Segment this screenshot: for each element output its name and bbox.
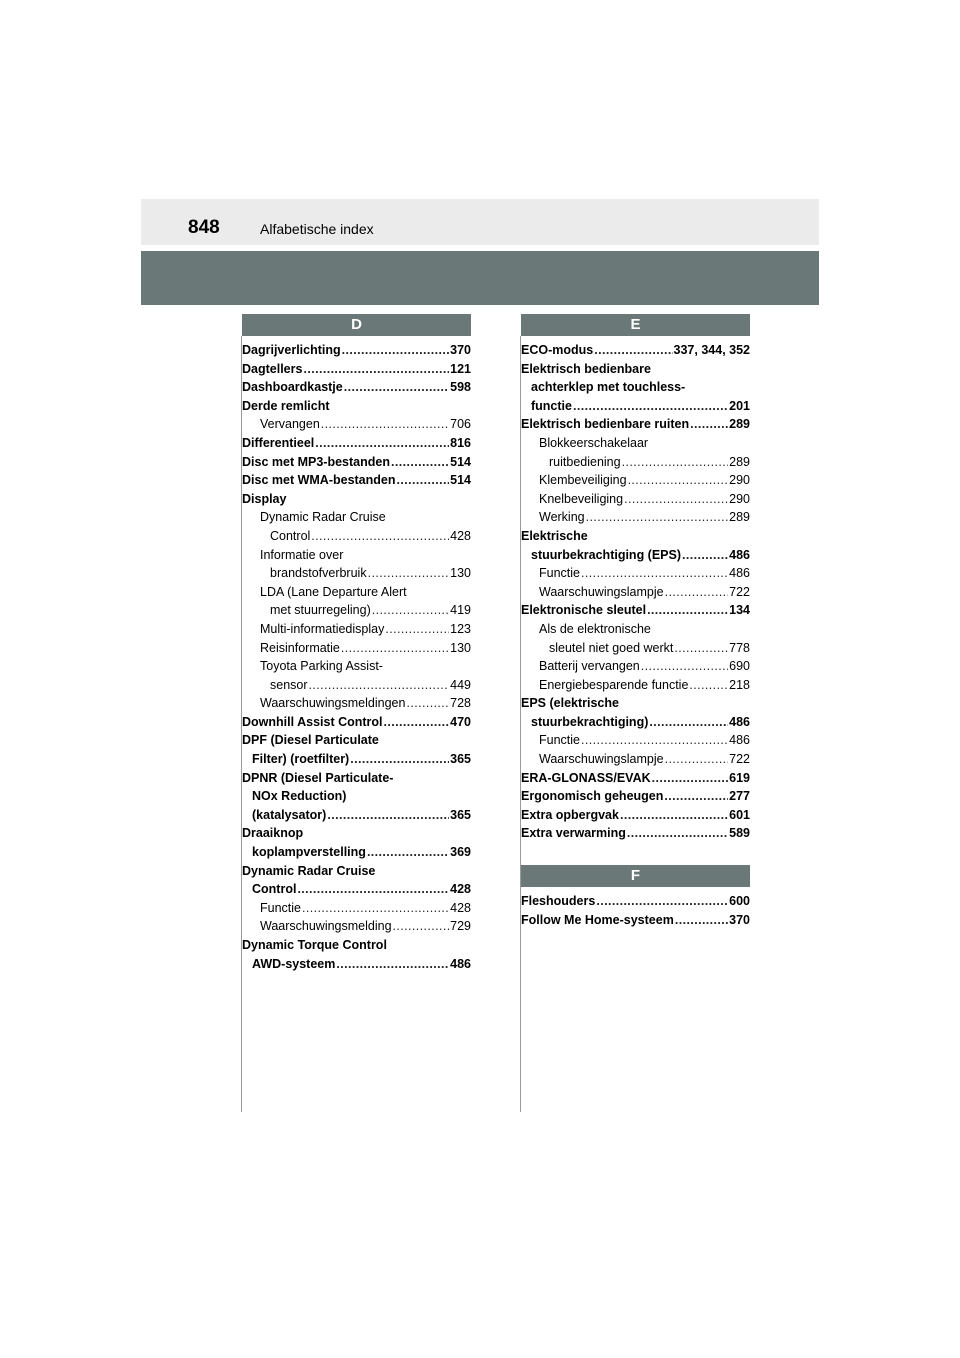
dot-leader: [309, 676, 450, 695]
entry-term: LDA (Lane Departure Alert: [260, 584, 407, 599]
index-entry: [521, 750, 750, 769]
index-entry: [521, 892, 750, 911]
entry-page: 130: [450, 566, 471, 581]
dot-leader: [342, 341, 450, 360]
index-entry: [242, 713, 471, 732]
entry-term: Toyota Parking Assist-: [260, 659, 383, 674]
entry-page: 598: [450, 380, 471, 395]
dot-leader: [665, 750, 729, 769]
entry-page: 816: [450, 435, 471, 450]
dot-leader: [315, 434, 449, 453]
entry-term: Extra opbergvak: [521, 807, 619, 822]
dot-leader: [649, 713, 728, 732]
entry-term: Knelbeveiliging: [539, 491, 624, 506]
index-entry: [242, 936, 471, 973]
index-entry: [242, 546, 471, 583]
index-entry: [242, 620, 471, 639]
entry-page: 369: [450, 845, 471, 860]
dot-leader: [627, 824, 728, 843]
entry-term: ECO-modus: [521, 343, 594, 357]
index-entry: [242, 583, 471, 620]
entry-page: 428: [450, 528, 471, 543]
entry-page: 486: [729, 547, 750, 562]
entry-term: Derde remlicht: [242, 398, 330, 413]
dot-leader: [327, 806, 449, 825]
entry-term: stuurbekrachtiging): [531, 714, 649, 729]
entry-page: 690: [729, 659, 750, 674]
section-gap: [521, 843, 750, 865]
entry-page: 619: [729, 770, 750, 785]
entry-term: Disc met MP3-bestanden: [242, 454, 390, 469]
index-entry: [521, 911, 750, 930]
entry-page: 337, 344, 352: [673, 343, 750, 357]
entry-term: Energiebesparende functie: [539, 677, 689, 692]
entry-term: Fleshouders: [521, 894, 596, 909]
entry-term: Functie: [539, 566, 580, 581]
index-entry: [521, 601, 750, 620]
dot-leader: [596, 892, 728, 911]
index-entry: [521, 490, 750, 509]
entry-page: 289: [729, 510, 750, 525]
entry-page: 290: [729, 473, 750, 488]
entry-term: ruitbediening: [549, 454, 621, 469]
index-entry: [521, 434, 750, 471]
entry-term: Follow Me Home-systeem: [521, 912, 674, 927]
entry-term: Waarschuwingsmelding: [260, 919, 392, 934]
entry-term: Functie: [260, 900, 301, 915]
page-header: [141, 199, 819, 245]
entry-term: NOx Reduction): [252, 789, 347, 804]
index-column-left: [242, 314, 471, 973]
dot-leader: [393, 917, 450, 936]
entry-term: Control: [252, 882, 297, 897]
entry-page: 365: [450, 807, 471, 822]
entry-term: functie: [531, 398, 572, 413]
index-entry: [521, 620, 750, 657]
entry-page: 428: [450, 900, 471, 915]
dot-leader: [682, 546, 728, 565]
index-entry: [521, 583, 750, 602]
entry-term: ERA-GLONASS/EVAK: [521, 770, 651, 785]
dot-leader: [674, 639, 728, 658]
dot-leader: [406, 694, 449, 713]
dot-leader: [620, 806, 728, 825]
entry-term: (katalysator): [252, 807, 327, 822]
dot-leader: [302, 899, 449, 918]
letter-heading: F: [521, 865, 750, 887]
entry-page: 600: [729, 894, 750, 909]
entry-page: 218: [729, 677, 750, 692]
entry-page: 706: [450, 417, 471, 432]
entry-page: 289: [729, 454, 750, 469]
dot-leader: [573, 397, 728, 416]
entry-page: 589: [729, 826, 750, 841]
entry-term: Elektrisch bedienbare: [521, 361, 651, 376]
entry-term: brandstofverbruik: [270, 566, 367, 581]
dot-leader: [303, 360, 449, 379]
entry-page: 419: [450, 603, 471, 618]
entry-page: 486: [729, 733, 750, 748]
dot-leader: [581, 564, 728, 583]
index-entry: [521, 657, 750, 676]
page-number: 848: [188, 217, 220, 238]
entry-page: 486: [729, 566, 750, 581]
entry-term: Dagrijverlichting: [242, 343, 341, 357]
entry-page: 290: [729, 491, 750, 506]
entry-term: stuurbekrachtiging (EPS): [531, 547, 682, 562]
dot-leader: [385, 620, 449, 639]
entry-term: Display: [242, 491, 287, 506]
dot-leader: [665, 583, 729, 602]
entry-term: Control: [270, 528, 311, 543]
index-entry: [242, 731, 471, 768]
index-entry: [242, 769, 471, 825]
entry-page: 130: [450, 640, 471, 655]
index-entry: [521, 806, 750, 825]
dot-leader: [344, 378, 449, 397]
entry-term: Dashboardkastje: [242, 380, 343, 395]
index-entry: [521, 731, 750, 750]
entry-term: Waarschuwingslampje: [539, 584, 664, 599]
index-entry: [521, 341, 750, 360]
dot-leader: [652, 769, 729, 788]
index-entry: [242, 508, 471, 545]
index-entry: [242, 639, 471, 658]
entry-page: 722: [729, 752, 750, 767]
entry-term: Elektrisch bedienbare ruiten: [521, 417, 690, 432]
letter-heading: D: [242, 314, 471, 336]
index-entry: [242, 378, 471, 397]
index-entry: [242, 434, 471, 453]
entry-page: 728: [450, 696, 471, 711]
entry-term: Functie: [539, 733, 580, 748]
entry-page: 365: [450, 752, 471, 767]
entry-term: Ergonomisch geheugen: [521, 789, 664, 804]
dot-leader: [397, 471, 450, 490]
dot-leader: [690, 415, 728, 434]
dot-leader: [350, 750, 449, 769]
entry-page: 121: [450, 361, 471, 376]
entry-term: Klembeveiliging: [539, 473, 627, 488]
dot-leader: [689, 676, 728, 695]
entry-term: Blokkeerschakelaar: [539, 435, 649, 450]
entry-term: Extra verwarming: [521, 826, 626, 841]
dot-leader: [372, 601, 449, 620]
index-entry: [242, 824, 471, 861]
entry-page: 470: [450, 714, 471, 729]
index-entry: [242, 862, 471, 899]
dot-leader: [297, 880, 449, 899]
entry-term: DPF (Diesel Particulate: [242, 733, 379, 748]
index-entry: [242, 471, 471, 490]
entry-term: Batterij vervangen: [539, 659, 640, 674]
entry-page: 514: [450, 454, 471, 469]
entry-term: Downhill Assist Control: [242, 714, 383, 729]
index-entry: [242, 490, 471, 509]
entry-term: Differentieel: [242, 435, 315, 450]
entry-term: met stuurregeling): [270, 603, 371, 618]
dot-leader: [675, 911, 728, 930]
entry-page: 428: [450, 882, 471, 897]
index-column-right: [521, 314, 750, 929]
entry-page: 601: [729, 807, 750, 822]
section-title: Alfabetische index: [260, 221, 374, 237]
index-entry: [521, 769, 750, 788]
entry-page: 486: [729, 714, 750, 729]
entry-term: Dynamic Radar Cruise: [260, 510, 386, 525]
entry-term: Waarschuwingsmeldingen: [260, 696, 406, 711]
entry-page: 370: [450, 343, 471, 357]
dot-leader: [628, 471, 729, 490]
dot-leader: [622, 453, 729, 472]
dot-leader: [641, 657, 728, 676]
dot-leader: [594, 341, 672, 360]
dot-leader: [647, 601, 728, 620]
entry-page: 370: [729, 912, 750, 927]
entry-page: 722: [729, 584, 750, 599]
entry-term: sensor: [270, 677, 308, 692]
header-band: [141, 251, 819, 305]
entry-term: Waarschuwingslampje: [539, 752, 664, 767]
entry-term: Dynamic Torque Control: [242, 938, 387, 952]
entry-term: DPNR (Diesel Particulate-: [242, 770, 394, 785]
dot-leader: [586, 508, 729, 527]
dot-leader: [664, 787, 728, 806]
index-entry: [521, 824, 750, 843]
index-entry: [521, 787, 750, 806]
entry-term: achterklep met touchless-: [531, 380, 686, 395]
entry-page: 514: [450, 473, 471, 488]
entry-page: 486: [450, 956, 471, 971]
index-entry: [521, 694, 750, 731]
index-entry: [242, 899, 471, 918]
entry-term: Filter) (roetfilter): [252, 752, 350, 767]
entry-term: Als de elektronische: [539, 621, 651, 636]
dot-leader: [336, 955, 449, 974]
entry-term: Reisinformatie: [260, 640, 340, 655]
dot-leader: [391, 453, 449, 472]
index-entry: [521, 564, 750, 583]
entry-term: Vervangen: [260, 417, 320, 432]
entry-page: 778: [729, 640, 750, 655]
entry-term: Informatie over: [260, 547, 344, 562]
index-entry: [521, 527, 750, 564]
dot-leader: [624, 490, 728, 509]
index-entry: [242, 360, 471, 379]
entry-page: 449: [450, 677, 471, 692]
entry-page: 289: [729, 417, 750, 432]
entry-term: sleutel niet goed werkt: [549, 640, 674, 655]
entry-page: 277: [729, 789, 750, 804]
index-entry: [242, 453, 471, 472]
entry-term: AWD-systeem: [252, 956, 336, 971]
entry-term: Dynamic Radar Cruise: [242, 863, 376, 878]
dot-leader: [367, 843, 449, 862]
dot-leader: [581, 731, 728, 750]
dot-leader: [368, 564, 450, 583]
index-entry: [242, 694, 471, 713]
entry-term: Elektrische: [521, 528, 588, 543]
index-entry: [242, 415, 471, 434]
entry-term: Multi-informatiedisplay: [260, 621, 385, 636]
dot-leader: [341, 639, 449, 658]
index-entry: [242, 397, 471, 416]
entry-term: Dagtellers: [242, 361, 303, 376]
entry-term: Werking: [539, 510, 585, 525]
index-entry: [521, 415, 750, 434]
dot-leader: [384, 713, 450, 732]
index-entry: [242, 657, 471, 694]
index-entry: [521, 471, 750, 490]
letter-heading: E: [521, 314, 750, 336]
dot-leader: [321, 415, 449, 434]
index-entry: [242, 917, 471, 936]
entry-page: 201: [729, 398, 750, 413]
entry-term: Draaiknop: [242, 826, 304, 841]
dot-leader: [311, 527, 449, 546]
index-entry: [521, 360, 750, 416]
entry-term: Elektronische sleutel: [521, 603, 647, 618]
entry-page: 729: [450, 919, 471, 934]
entry-term: koplampverstelling: [252, 845, 366, 860]
entry-term: Disc met WMA-bestanden: [242, 473, 396, 488]
index-entry: [521, 676, 750, 695]
index-entry: [242, 341, 471, 360]
entry-term: EPS (elektrische: [521, 696, 619, 711]
entry-page: 134: [729, 603, 750, 618]
index-entry: [521, 508, 750, 527]
entry-page: 123: [450, 621, 471, 636]
